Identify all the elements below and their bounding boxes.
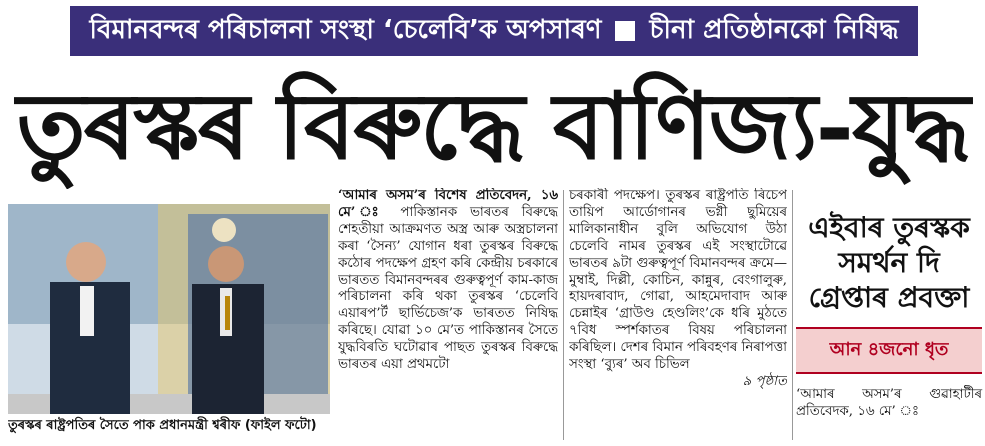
continued-page: ৯ পৃষ্ঠাত [742,373,787,389]
story-text-2: চৰকাৰী পদক্ষেপ। তুৰস্কৰ ৰাষ্ট্ৰপতি ৰিচেপ তায়িপ আৰ্ডোগানৰ ভগ্নী ছুমিয়েৰ মালিকানাধীন বুলি অভিযোগ উঠা চেলেবি নামৰ তুৰস্কৰ এই সংস্থাটোৱে ভাৰতৰ ৯টা গুৰুত্বপূৰ্ণ বিমানবন্দৰ ক্ৰমে— মুম্বাই, দিল্লী, কোচিন, কান্নুৰ, বেংগালুৰু, হায়দৰাবাদ, গোৱা, আহমেদাবাদ আৰু চেন্নাইৰ ‘গ্ৰাউণ্ড হেণ্ডলিং’কে ধৰি মুঠতে ৭বিধ স্পৰ্শকাতৰ বিষয় পৰিচালনা কৰিছিল। দেশৰ বিমান পৰিবহণৰ নিৰাপত্তা সংস্থা ‘ব্যুৰ’ অব চিভিল [569,188,787,373]
column-divider [792,190,793,440]
story-text-1: পাকিস্তানক ভাৰতৰ বিৰুদ্ধে শেহতীয়া আক্ৰমণত অস্ত্ৰ আৰু অস্ত্ৰচালনা কৰা ‘সৈন্য’ যোগান ধৰা তুৰস্কৰ বিৰুদ্ধে কঠোৰ পদক্ষেপ গ্ৰহণ কৰি কেন্দ্ৰীয় চৰকাৰে ভাৰতত বিমানবন্দৰৰ গুৰুত্বপূৰ্ণ কাম-কাজ পৰিচালনা কৰি থকা তুৰস্কৰ ‘চেলেবি এয়াৰপ’ৰ্ট ছাৰ্ভিচেজ’ক ভাৰতত নিষিদ্ধ কৰিছে। যোৱা ১০ মে’ত পাকিস্তানৰ সৈতে যুদ্ধবিৰতি ঘটোৱাৰ পাছত তুৰস্কৰ বিৰুদ্ধে ভাৰতৰ এয়া প্ৰথমটো [338,204,558,373]
column-divider [563,190,564,440]
top-banner [70,6,918,56]
main-headline: তুৰস্কৰ বিৰুদ্ধে বাণিজ্য-যুদ্ধ [16,72,969,180]
square-separator-icon [615,21,635,41]
sidebar-text: ‘আমাৰ অসম’ৰ গুৱাহাটীৰ প্ৰতিবেদক, ১৬ মে’ ঃ [796,387,982,419]
news-photo [8,204,330,414]
sidebar-story [796,210,982,420]
story-column-2 [569,188,787,446]
photo-caption: তুৰস্কৰ ৰাষ্ট্ৰপতিৰ সৈতে পাক প্ৰধানমন্ত্ৰী শ্বৰীফ (ফাইল ফটো) [8,418,317,433]
banner-right-text: চীনা প্ৰতিষ্ঠানকো নিষিদ্ধ [649,15,899,45]
sidebar-headline: এইবাৰ তুৰস্কক সমৰ্থন দি গ্ৰেপ্তাৰ প্ৰবক্তা [808,211,970,314]
story-lead: ‘আমাৰ অসম’ৰ বিশেষ প্ৰতিবেদন, ১৬ মে’ ঃ [338,188,558,220]
sidebar-highlight: আন ৪জনো ধৃত [796,327,982,374]
banner-left-text: বিমানবন্দৰ পৰিচালনা সংস্থা ‘চেলেবি’ক অপসাৰণ [89,15,602,45]
photo-illustration [8,204,330,414]
story-column-1 [338,188,558,446]
